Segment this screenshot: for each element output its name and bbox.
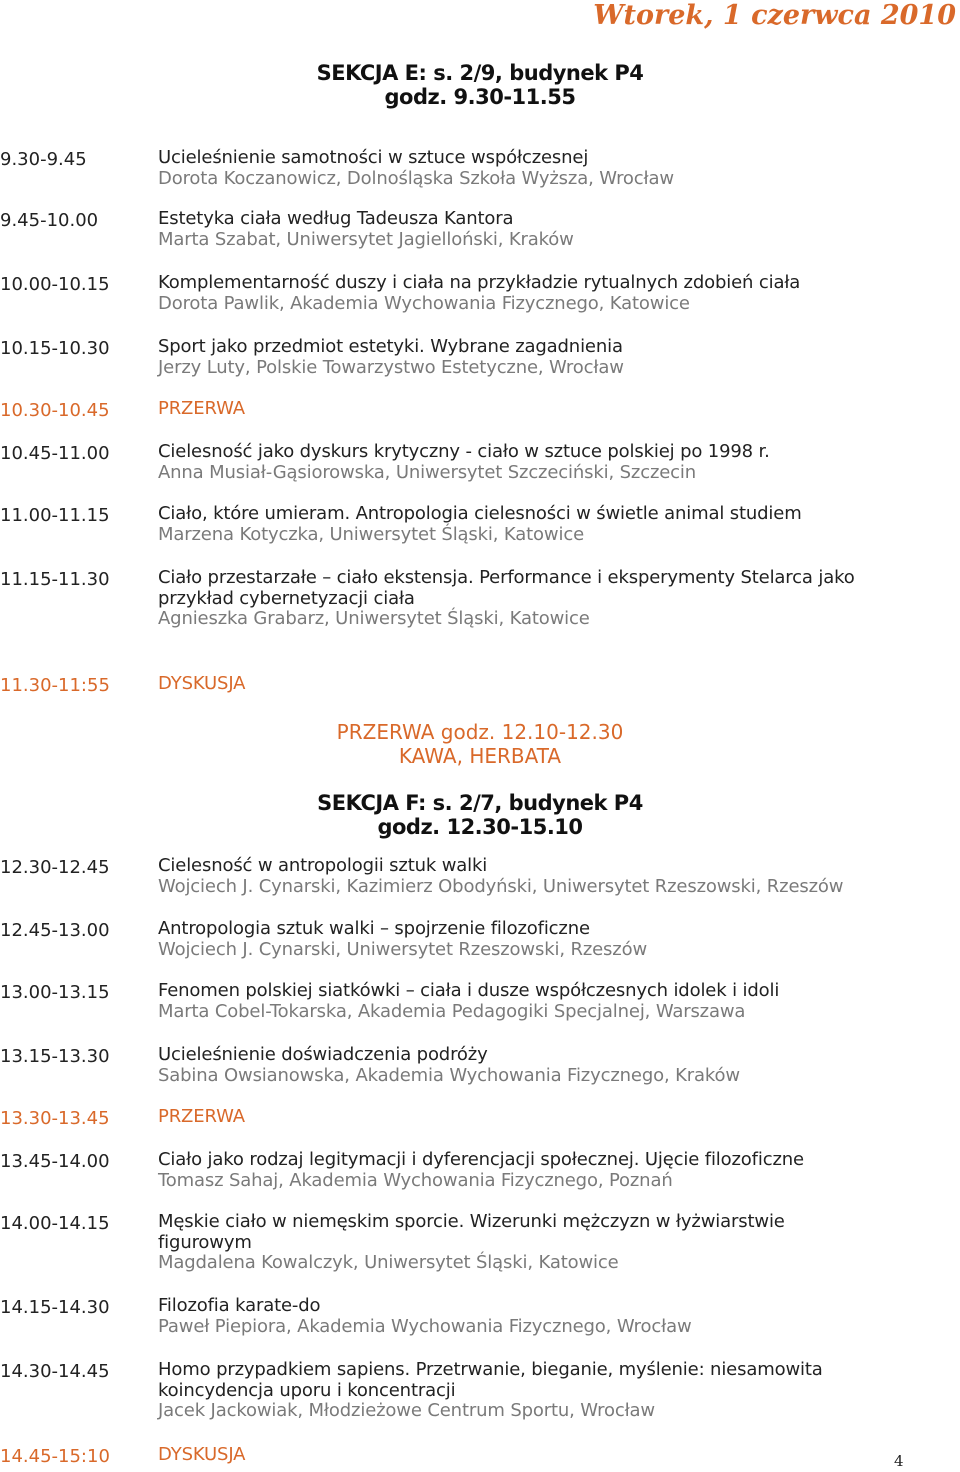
session-time: 10.15-10.30: [0, 338, 110, 359]
talk-title: Ciało przestarzałe – ciało ekstensja. Performance i eksperymenty Stelarca jako: [158, 567, 855, 588]
session-entry: [158, 1296, 692, 1337]
talk-title: Homo przypadkiem sapiens. Przetrwanie, bieganie, myślenie: niesamowita: [158, 1359, 823, 1380]
session-entry: [158, 337, 624, 378]
session-time: 14.15-14.30: [0, 1297, 110, 1318]
session-entry: [158, 273, 800, 314]
talk-author: Dorota Pawlik, Akademia Wychowania Fizycznego, Katowice: [158, 292, 690, 314]
session-time: 10.30-10.45: [0, 400, 110, 421]
talk-author: Wojciech J. Cynarski, Uniwersytet Rzeszowski, Rzeszów: [158, 938, 648, 960]
talk-title: Filozofia karate-do: [158, 1295, 321, 1316]
section-f-title: SEKCJA F: s. 2/7, budynek P4: [317, 791, 643, 815]
talk-title: Ucieleśnienie samotności w sztuce współczesnej: [158, 147, 589, 168]
section-f-hours: godz. 12.30-15.10: [377, 815, 583, 839]
session-time: 11.00-11.15: [0, 505, 110, 526]
session-entry: [158, 568, 855, 630]
talk-author: Tomasz Sahaj, Akademia Wychowania Fizycznego, Poznań: [158, 1169, 673, 1191]
session-time: 13.15-13.30: [0, 1046, 110, 1067]
session-time: 13.30-13.45: [0, 1108, 110, 1129]
session-time: 13.45-14.00: [0, 1151, 110, 1172]
session-entry: [158, 981, 779, 1022]
talk-title: figurowym: [158, 1231, 252, 1253]
session-time: 14.45-15:10: [0, 1446, 110, 1467]
session-entry: [158, 1360, 823, 1422]
talk-author: Agnieszka Grabarz, Uniwersytet Śląski, Katowice: [158, 608, 590, 630]
session-entry: [158, 1150, 804, 1191]
session-time: 10.00-10.15: [0, 274, 110, 295]
session-time: 12.45-13.00: [0, 920, 110, 941]
session-entry: [158, 504, 802, 545]
talk-title: Komplementarność duszy i ciała na przykładzie rytualnych zdobień ciała: [158, 272, 801, 293]
talk-title: Ciało jako rodzaj legitymacji i dyferencjacji społecznej. Ujęcie filozoficzne: [158, 1149, 804, 1170]
talk-title: Sport jako przedmiot estetyki. Wybrane zagadnienia: [158, 336, 623, 357]
section-e-hours: godz. 9.30-11.55: [384, 85, 576, 109]
talk-author: Paweł Piepiora, Akademia Wychowania Fizycznego, Wrocław: [158, 1315, 692, 1337]
break-label: PRZERWA: [158, 398, 245, 419]
talk-title: Cielesność w antropologii sztuk walki: [158, 855, 488, 876]
page-number: 4: [894, 1452, 904, 1470]
talk-author: Sabina Owsianowska, Akademia Wychowania Fizycznego, Kraków: [158, 1064, 740, 1086]
talk-author: Marzena Kotyczka, Uniwersytet Śląski, Katowice: [158, 523, 585, 545]
session-entry: [158, 209, 574, 250]
talk-author: Jacek Jackowiak, Młodzieżowe Centrum Sportu, Wrocław: [158, 1400, 656, 1422]
talk-title: Fenomen polskiej siatkówki – ciała i dusze współczesnych idolek i idoli: [158, 980, 780, 1001]
talk-author: Wojciech J. Cynarski, Kazimierz Obodyński, Uniwersytet Rzeszowski, Rzeszów: [158, 875, 844, 897]
session-time: 9.30-9.45: [0, 149, 87, 170]
break-label: PRZERWA: [158, 1106, 245, 1127]
session-entry: [158, 919, 647, 960]
session-entry: [158, 148, 674, 189]
talk-author: Magdalena Kowalczyk, Uniwersytet Śląski, Katowice: [158, 1252, 619, 1274]
session-time: 11.30-11:55: [0, 675, 110, 696]
session-time: 11.15-11.30: [0, 569, 110, 590]
session-time: 14.30-14.45: [0, 1361, 110, 1382]
session-time: 14.00-14.15: [0, 1213, 110, 1234]
session-entry: [158, 1045, 740, 1086]
break-label: DYSKUSJA: [158, 673, 246, 694]
date-header: Wtorek, 1 czerwca 2010: [593, 0, 956, 31]
coffee-break-time: PRZERWA godz. 12.10-12.30: [336, 720, 624, 744]
section-e-title: SEKCJA E: s. 2/9, budynek P4: [316, 61, 644, 85]
talk-title: Męskie ciało w niemęskim sporcie. Wizerunki mężczyzn w łyżwiarstwie: [158, 1211, 785, 1232]
session-entry: [158, 1212, 785, 1274]
talk-author: Dorota Koczanowicz, Dolnośląska Szkoła Wyższa, Wrocław: [158, 167, 674, 189]
talk-title: koincydencja uporu i koncentracji: [158, 1379, 456, 1401]
session-time: 10.45-11.00: [0, 443, 110, 464]
talk-title: Antropologia sztuk walki – spojrzenie filozoficzne: [158, 918, 590, 939]
session-time: 9.45-10.00: [0, 210, 99, 231]
session-time: 13.00-13.15: [0, 982, 110, 1003]
session-entry: [158, 442, 770, 483]
talk-title: przykład cybernetyzacji ciała: [158, 587, 415, 609]
session-time: 12.30-12.45: [0, 857, 110, 878]
session-entry: [158, 856, 843, 897]
talk-title: Ciało, które umieram. Antropologia cielesności w świetle animal studiem: [158, 503, 802, 524]
break-label: DYSKUSJA: [158, 1444, 246, 1465]
talk-author: Marta Cobel-Tokarska, Akademia Pedagogiki Specjalnej, Warszawa: [158, 1000, 746, 1022]
talk-title: Estetyka ciała według Tadeusza Kantora: [158, 208, 514, 229]
talk-title: Cielesność jako dyskurs krytyczny - ciało w sztuce polskiej po 1998 r.: [158, 441, 770, 462]
talk-author: Marta Szabat, Uniwersytet Jagielloński, Kraków: [158, 228, 574, 250]
talk-author: Anna Musiał-Gąsiorowska, Uniwersytet Szczeciński, Szczecin: [158, 461, 697, 483]
coffee-break-note: KAWA, HERBATA: [398, 744, 562, 768]
talk-author: Jerzy Luty, Polskie Towarzystwo Estetyczne, Wrocław: [158, 356, 624, 378]
talk-title: Ucieleśnienie doświadczenia podróży: [158, 1044, 488, 1065]
